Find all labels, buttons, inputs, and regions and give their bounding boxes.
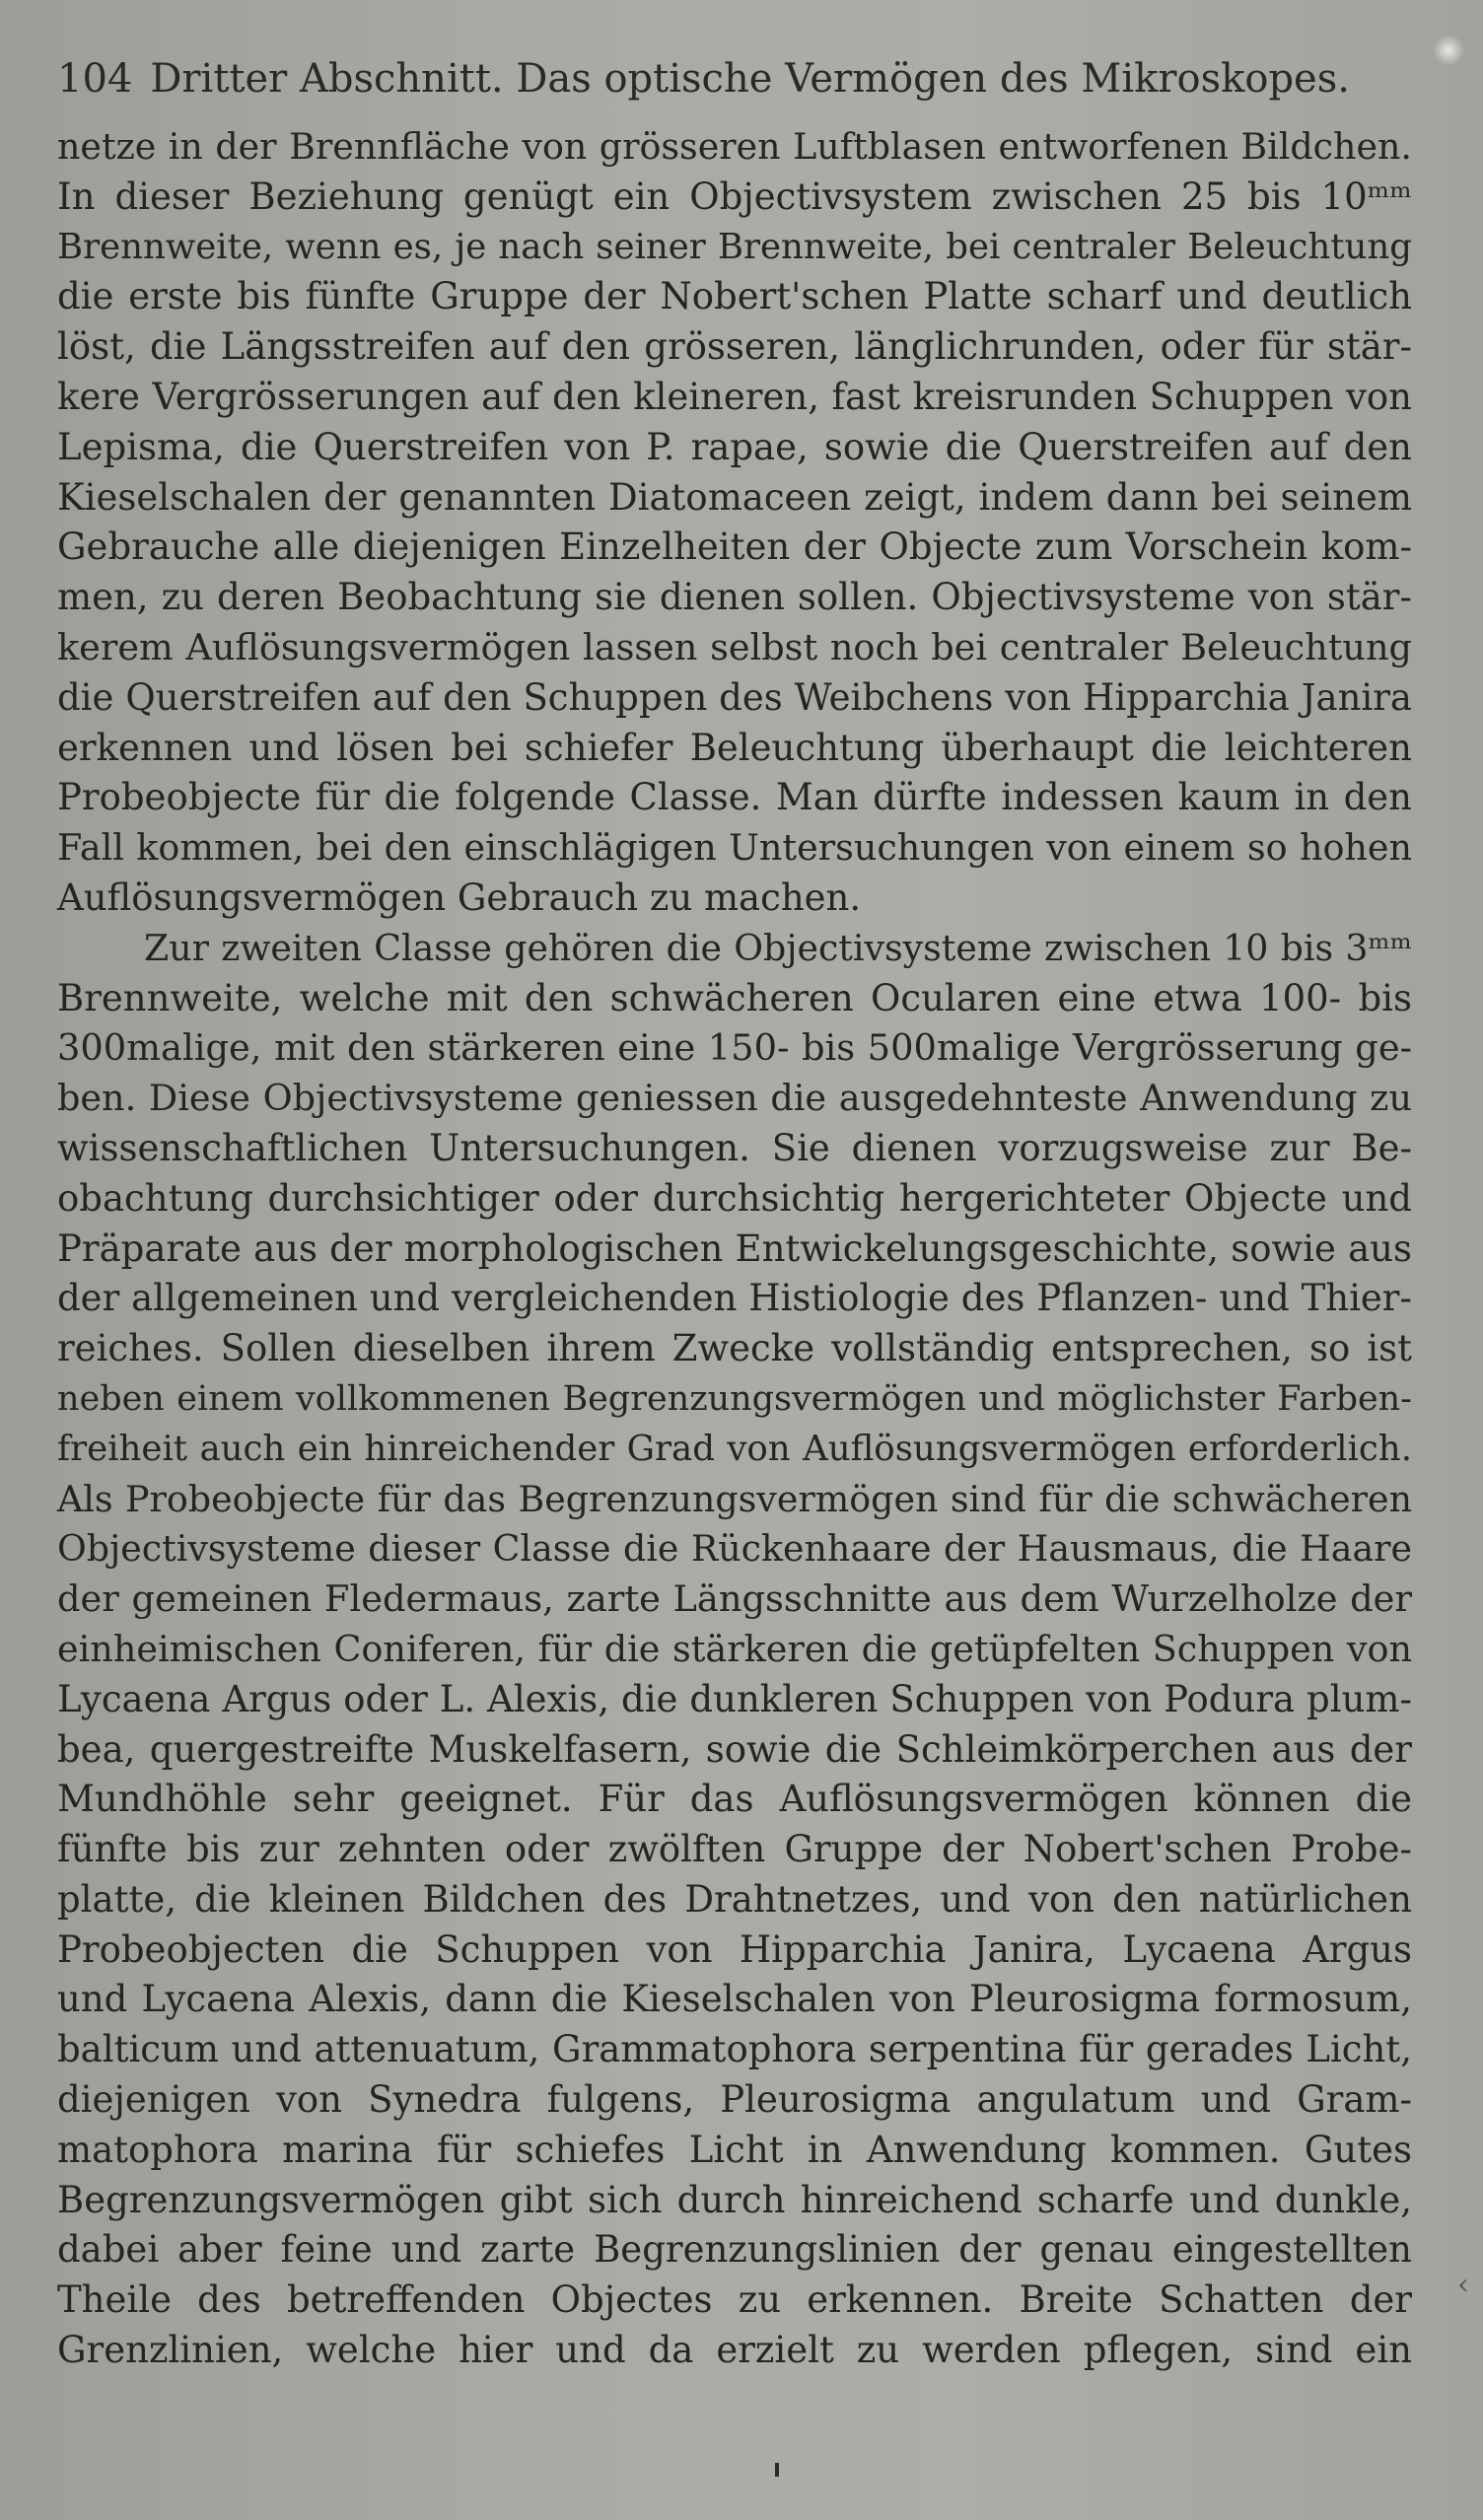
text-line: In dieser Beziehung genügt ein Objectivsystem zwischen 25 bis 10ᵐᵐ xyxy=(57,175,1412,218)
text-line: matophora marina für schiefes Licht in Anwendung kommen. Gutes xyxy=(57,2128,1412,2171)
text-line: kere Vergrösserungen auf den kleineren, fast kreisrunden Schuppen von xyxy=(57,375,1412,418)
text-line: balticum und attenuatum, Grammatophora serpentina für gerades Licht, xyxy=(57,2028,1412,2071)
text-line: Mundhöhle sehr geeignet. Für das Auflösungsvermögen können die xyxy=(57,1778,1412,1821)
text-line: einheimischen Coniferen, für die stärkeren die getüpfelten Schuppen von xyxy=(57,1627,1412,1670)
text-line: wissenschaftlichen Untersuchungen. Sie dienen vorzugsweise zur Be- xyxy=(57,1126,1412,1169)
text-line: Objectivsysteme dieser Classe die Rückenhaare der Hausmaus, die Haare xyxy=(57,1527,1412,1571)
text-line: die erste bis fünfte Gruppe der Nobert'schen Platte scharf und deutlich xyxy=(57,275,1412,318)
text-line: dabei aber feine und zarte Begrenzungslinien der genau eingestellten xyxy=(57,2228,1412,2272)
text-line: kerem Auflösungsvermögen lassen selbst noch bei centraler Beleuchtung xyxy=(57,625,1412,668)
text-line: der allgemeinen und vergleichenden Histiologie des Pflanzen- und Thier- xyxy=(57,1277,1412,1320)
text-line: ben. Diese Objectivsysteme geniessen die ausgedehnteste Anwendung zu xyxy=(57,1077,1412,1120)
running-header xyxy=(57,51,1438,106)
text-line: Brennweite, welche mit den schwächeren Ocularen eine etwa 100- bis xyxy=(57,976,1412,1019)
text-line: Brennweite, wenn es, je nach seiner Brennweite, bei centraler Beleuchtung xyxy=(57,226,1412,267)
text-line: Als Probeobjecte für das Begrenzungsvermögen sind für die schwächeren xyxy=(57,1477,1412,1520)
text-line: neben einem vollkommenen Begrenzungsvermögen und möglichster Farben- xyxy=(57,1378,1412,1419)
text-line: obachtung durchsichtiger oder durchsichtig hergerichteter Objecte und xyxy=(57,1176,1412,1220)
text-line: Zur zweiten Classe gehören die Objectivsysteme zwischen 10 bis 3ᵐᵐ xyxy=(144,926,1412,969)
text-line: 300malige, mit den stärkeren eine 150- bis 500malige Vergrösserung ge- xyxy=(57,1026,1412,1070)
text-line: der gemeinen Fledermaus, zarte Längsschnitte aus dem Wurzelholze der xyxy=(57,1577,1412,1621)
text-line: Probeobjecten die Schuppen von Hipparchia Janira, Lycaena Argus xyxy=(57,1927,1412,1971)
text-line: und Lycaena Alexis, dann die Kieselschalen von Pleurosigma formosum, xyxy=(57,1978,1412,2021)
text-line: Lycaena Argus oder L. Alexis, die dunkleren Schuppen von Podura plum- xyxy=(57,1677,1412,1720)
text-line: löst, die Längsstreifen auf den grösseren, länglichrunden, oder für stär- xyxy=(57,325,1412,369)
text-line: diejenigen von Synedra fulgens, Pleurosigma angulatum und Gram- xyxy=(57,2078,1412,2122)
text-line: fünfte bis zur zehnten oder zwölften Gruppe der Nobert'schen Probe- xyxy=(57,1828,1412,1871)
text-line: Lepisma, die Querstreifen von P. rapae, sowie die Querstreifen auf den xyxy=(57,425,1412,468)
text-line: Probeobjecte für die folgende Classe. Man dürfte indessen kaum in den xyxy=(57,776,1412,819)
text-line: reiches. Sollen dieselben ihrem Zwecke vollständig entsprechen, so ist xyxy=(57,1327,1412,1370)
text-line: Grenzlinien, welche hier und da erzielt zu werden pflegen, sind ein xyxy=(57,2329,1412,2372)
text-line: men, zu deren Beobachtung sie dienen sollen. Objectivsysteme von stär- xyxy=(57,576,1412,619)
text-line: platte, die kleinen Bildchen des Drahtnetzes, und von den natürlichen xyxy=(57,1877,1412,1921)
body-text xyxy=(57,122,1412,2376)
text-line: Auflösungsvermögen Gebrauch zu machen. xyxy=(57,875,862,919)
text-line: Theile des betreffenden Objectes zu erkennen. Breite Schatten der xyxy=(57,2278,1412,2322)
text-line: netze in der Brennfläche von grösseren Luftblasen entworfenen Bildchen. xyxy=(57,125,1412,168)
text-line: Präparate aus der morphologischen Entwickelungsgeschichte, sowie aus xyxy=(57,1226,1412,1270)
text-line: erkennen und lösen bei schiefer Beleuchtung überhaupt die leichteren xyxy=(57,726,1412,769)
text-line: Begrenzungsvermögen gibt sich durch hinreichend scharfe und dunkle, xyxy=(57,2178,1412,2221)
text-line: Fall kommen, bei den einschlägigen Untersuchungen von einem so hohen xyxy=(57,826,1412,870)
page-foot-mark xyxy=(775,2463,779,2477)
page-number: 104 xyxy=(57,56,133,102)
text-line: bea, quergestreifte Muskelfasern, sowie die Schleimkörperchen aus der xyxy=(57,1727,1412,1771)
text-line: Gebrauche alle diejenigen Einzelheiten der Objecte zum Vorschein kom- xyxy=(57,525,1412,569)
running-title: Dritter Abschnitt. Das optische Vermögen des Mikroskopes. xyxy=(150,56,1350,102)
margin-mark: ‹ xyxy=(1457,2268,1469,2302)
text-line: Kieselschalen der genannten Diatomaceen zeigt, indem dann bei seinem xyxy=(57,475,1412,519)
text-line: die Querstreifen auf den Schuppen des Weibchens von Hipparchia Janira xyxy=(57,675,1412,719)
text-line: freiheit auch ein hinreichender Grad von Auflösungsvermögen erforderlich. xyxy=(57,1428,1412,1469)
